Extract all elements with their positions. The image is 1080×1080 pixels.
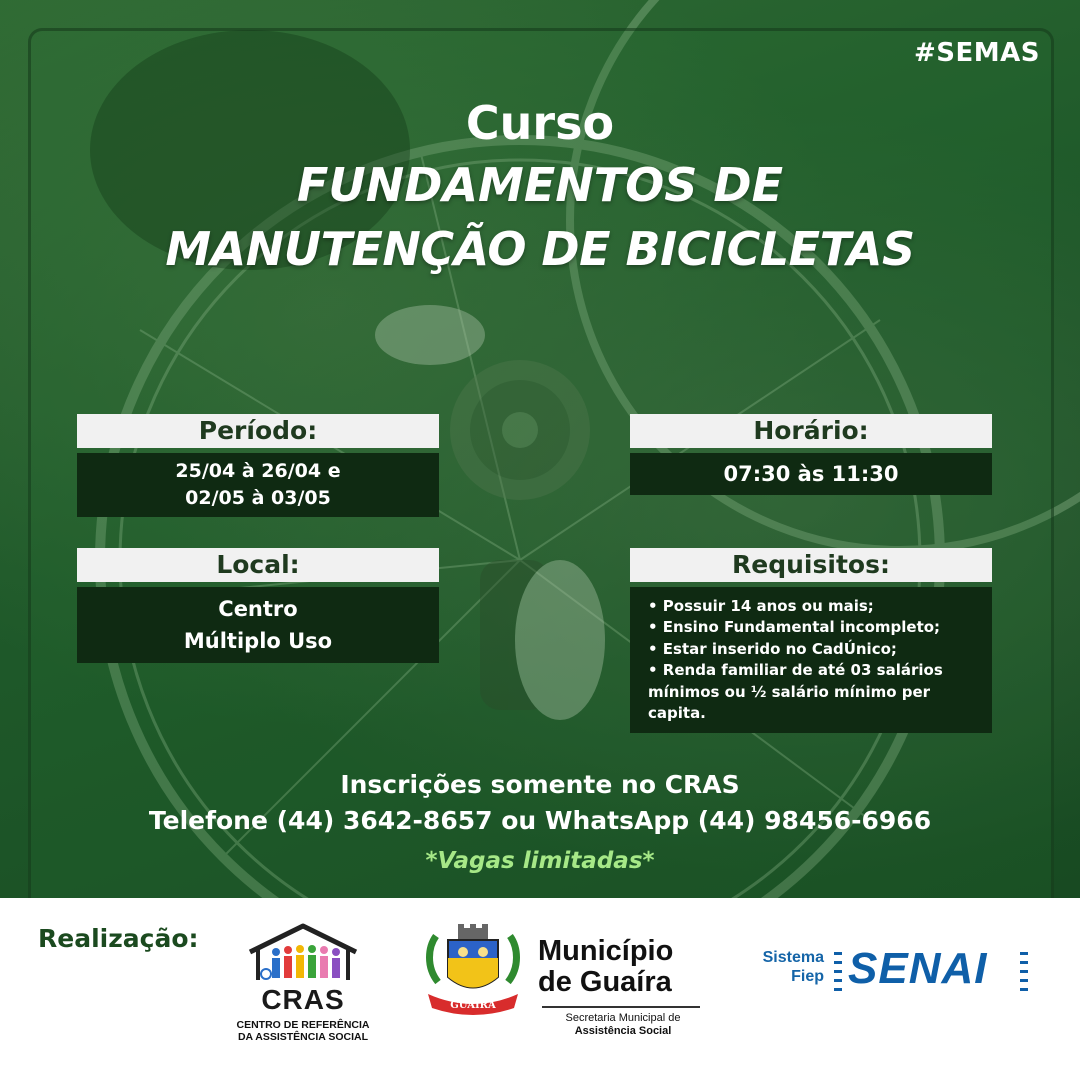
local-line-2: Múltiplo Uso [183, 629, 333, 653]
realizacao-label: Realização: [38, 924, 199, 953]
guaira-title [538, 936, 708, 998]
course-title-line-2: MANUTENÇÃO DE BICICLETAS [165, 222, 915, 276]
guaira-logo [418, 922, 708, 1052]
sistema-text: Sistema [762, 949, 824, 966]
horario-text: 07:30 às 11:30 [723, 462, 899, 486]
title-prefix: Curso [465, 96, 615, 150]
inscricoes-text: Inscrições somente no CRAS [340, 770, 740, 799]
guaira-crest-ribbon: GUAÍRA [450, 1000, 496, 1011]
cras-subtitle-line-1: CENTRO DE REFERÊNCIA [236, 1019, 370, 1031]
vagas-limitadas: *Vagas limitadas* [425, 848, 655, 874]
periodo-label: Período: [77, 414, 439, 448]
guaira-crest-icon [418, 922, 528, 1022]
periodo-line-1: 25/04 à 26/04 e [175, 460, 341, 482]
local-value [77, 587, 439, 663]
cras-name: CRAS [261, 984, 345, 1015]
horario-value [630, 453, 992, 495]
requisitos-label: Requisitos: [630, 548, 992, 582]
guaira-subtitle-line-1: Secretaria Municipal de [565, 1012, 681, 1024]
requisito-item: • Renda familiar de até 03 salários mínimos ou ½ salário mínimo per capita. [648, 661, 943, 722]
telefone-text: Telefone (44) 3642-8657 ou WhatsApp (44) 98456-6966 [148, 806, 932, 835]
cras-subtitle [228, 1019, 378, 1043]
cras-subtitle-line-2: DA ASSISTÊNCIA SOCIAL [237, 1031, 369, 1043]
guaira-subtitle [538, 1012, 708, 1038]
periodo-value [77, 453, 439, 517]
fiep-text: Fiep [791, 968, 824, 985]
requisito-item: • Ensino Fundamental incompleto; [648, 618, 941, 636]
requisito-item: • Estar inserido no CadÚnico; [648, 639, 897, 658]
guaira-title-line-2: de Guaíra [538, 966, 672, 998]
course-title-line-1: FUNDAMENTOS DE [297, 158, 783, 212]
requisito-item: • Possuir 14 anos ou mais; [648, 596, 874, 615]
guaira-subtitle-line-2: Assistência Social [574, 1025, 672, 1037]
cras-logo [228, 922, 378, 1052]
horario-label: Horário: [630, 414, 992, 448]
periodo-line-2: 02/05 à 03/05 [185, 487, 331, 509]
guaira-title-line-1: Município [538, 935, 674, 967]
local-line-1: Centro [218, 597, 298, 621]
senai-logo [748, 944, 1038, 1000]
guaira-divider [542, 1006, 700, 1008]
requisitos-list [630, 587, 992, 733]
footer [0, 898, 1080, 1080]
cras-house-icon [228, 922, 378, 984]
local-label: Local: [77, 548, 439, 582]
senai-wordmark: SENAI [848, 944, 988, 993]
hashtag: #SEMAS [914, 38, 1040, 68]
